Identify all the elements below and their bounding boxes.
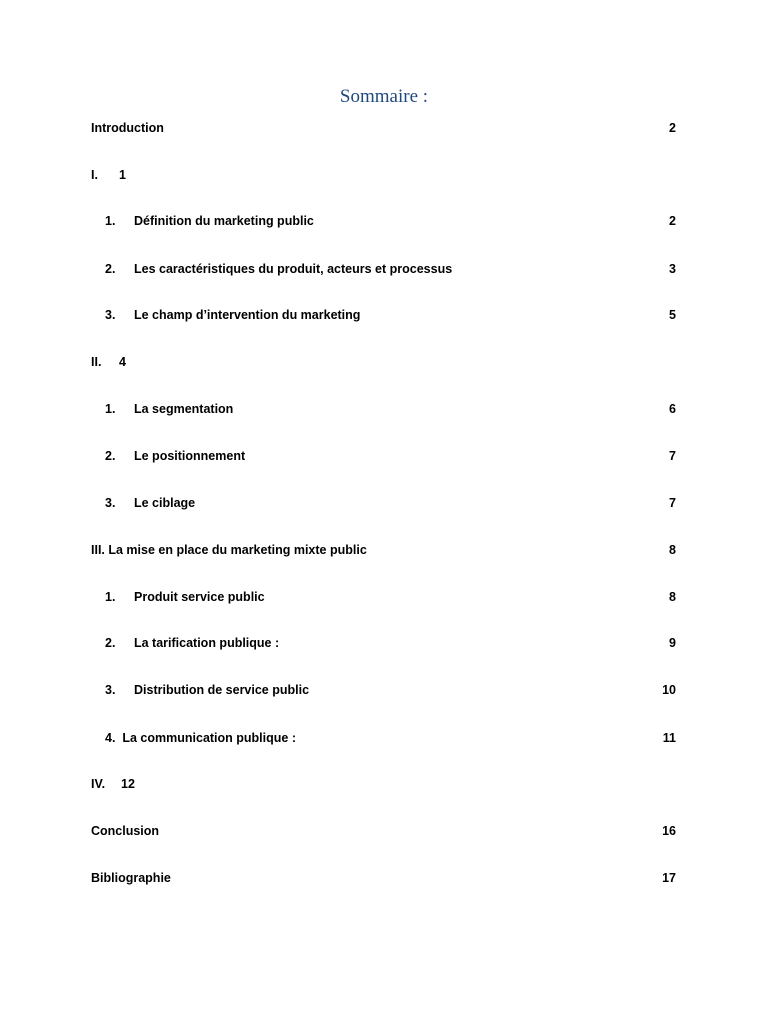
toc-entry-part-3[interactable] [0, 541, 768, 559]
toc-entry-part-1-item-3[interactable] [0, 306, 768, 324]
toc-entry-part-3-item-4[interactable] [0, 729, 768, 747]
toc-label: Le ciblage [134, 496, 196, 510]
toc-entry-part-1-item-1[interactable] [0, 212, 768, 230]
toc-label: Conclusion [91, 824, 160, 838]
toc-label: Produit service public [134, 590, 265, 604]
toc-entry-conclusion[interactable] [0, 822, 768, 840]
toc-entry-part-3-item-2[interactable] [0, 634, 768, 652]
toc-page-number: 8 [669, 590, 676, 604]
toc-page-number: 8 [669, 543, 676, 557]
toc-label: Les caractéristiques du produit, acteurs et processus [134, 262, 453, 276]
toc-label: 1 [119, 168, 126, 182]
toc-label: 4 [119, 355, 126, 369]
toc-page-number: 11 [662, 731, 676, 745]
toc-number: IV. [91, 777, 106, 791]
toc-label: Définition du marketing public [134, 214, 314, 228]
toc-label: La segmentation [134, 402, 234, 416]
toc-label: Bibliographie [91, 871, 171, 885]
toc-entry-part-1[interactable] [0, 166, 768, 184]
toc-page-number: 2 [669, 121, 676, 135]
toc-number: 1. [105, 590, 116, 604]
toc-number: II. [91, 355, 102, 369]
toc-label: 12 [121, 777, 135, 791]
toc-label: Distribution de service public [134, 683, 310, 697]
toc-entry-introduction[interactable] [0, 119, 768, 137]
toc-entry-part-2[interactable] [0, 353, 768, 371]
toc-label: Le positionnement [134, 449, 246, 463]
toc-entry-part-3-item-3[interactable] [0, 681, 768, 699]
toc-number: 2. [105, 636, 116, 650]
toc-entry-part-2-item-1[interactable] [0, 400, 768, 418]
toc-page-number: 7 [669, 449, 676, 463]
toc-page-number: 9 [669, 636, 676, 650]
toc-number: 2. [105, 262, 116, 276]
toc-number: 3. [105, 308, 116, 322]
toc-page-number: 17 [662, 871, 676, 885]
toc-label: Introduction [91, 121, 164, 135]
toc-number: 3. [105, 496, 116, 510]
page-title: Sommaire : [339, 86, 429, 107]
toc-number: 3. [105, 683, 116, 697]
toc-number: 2. [105, 449, 116, 463]
toc-page-number: 10 [662, 683, 676, 697]
toc-page-number: 2 [669, 214, 676, 228]
toc-entry-part-2-item-2[interactable] [0, 447, 768, 465]
toc-number: 1. [105, 402, 116, 416]
toc-page-number: 6 [669, 402, 676, 416]
toc-page-number: 5 [669, 308, 676, 322]
toc-label: III. La mise en place du marketing mixte public [91, 543, 367, 557]
toc-entry-part-3-item-1[interactable] [0, 588, 768, 606]
toc-entry-part-2-item-3[interactable] [0, 494, 768, 512]
toc-page-number: 7 [669, 496, 676, 510]
toc-page-number: 16 [662, 824, 676, 838]
toc-label: La tarification publique : [134, 636, 280, 650]
toc-number: 1. [105, 214, 116, 228]
toc-entry-part-1-item-2[interactable] [0, 260, 768, 278]
toc-page-number: 3 [669, 262, 676, 276]
toc-label: 4. La communication publique : [105, 731, 296, 745]
toc-entry-bibliographie[interactable] [0, 869, 768, 887]
toc-number: I. [91, 168, 98, 182]
toc-entry-part-4[interactable] [0, 775, 768, 793]
toc-label: Le champ d’intervention du marketing [134, 308, 361, 322]
